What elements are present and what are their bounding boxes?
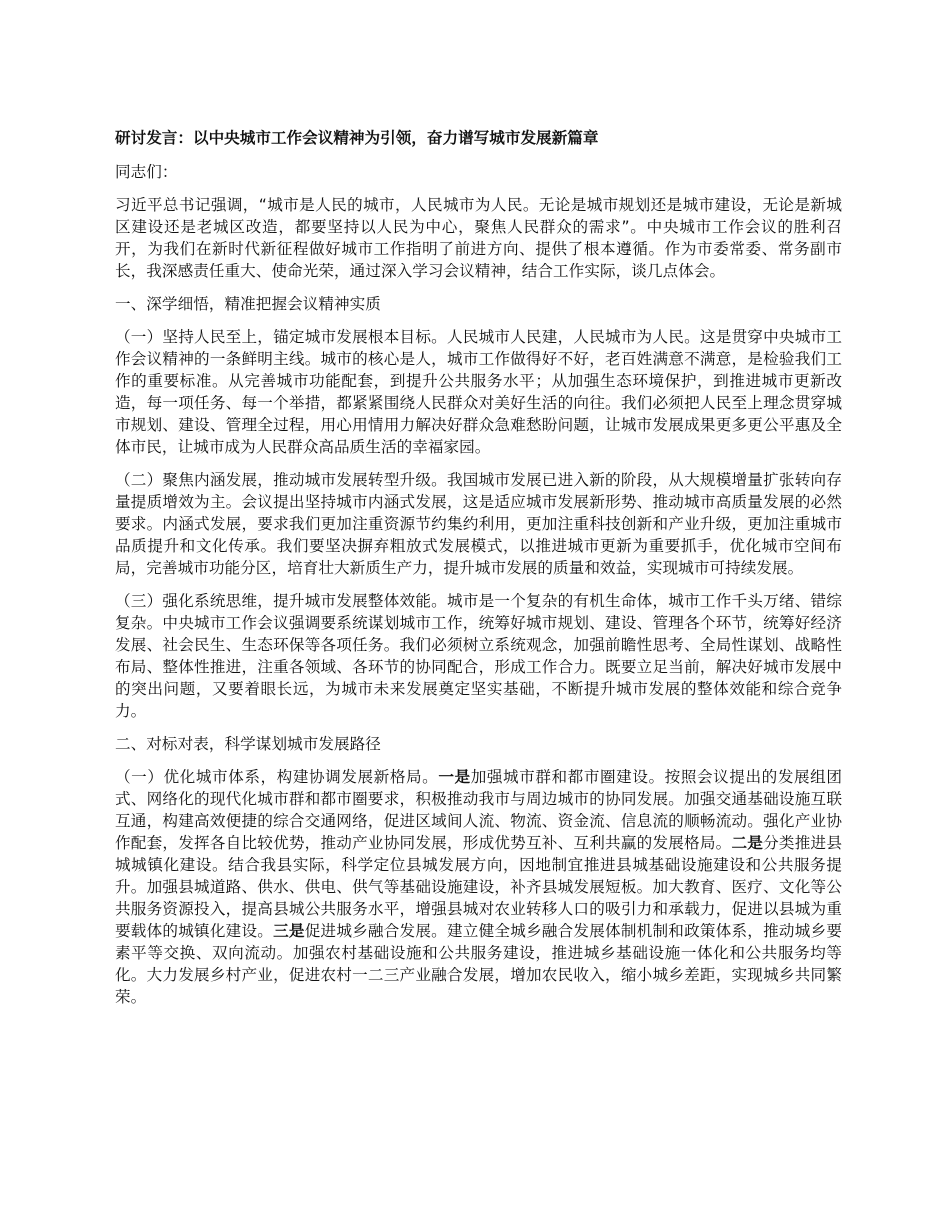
intro-paragraph: 习近平总书记强调，“城市是人民的城市，人民城市为人民。无论是城市规划还是城市建设，无论是新城区建设还是老城区改造，都要坚持以人民为中心，聚焦人民群众的需求”。中央城市工作会议的胜利召开，为我们在新时代新征程做好城市工作指明了前进方向、提供了根本遵循。作为市委常委、常务副市长，我深感责任重大、使命光荣，通过深入学习会议精神，结合工作实际，谈几点体会。	[115, 196, 842, 280]
text-run: 分类推进县城城镇化建设。结合我县实际，科学定位县城发展方向，因地制宜推进县城基础设施建设和公共服务提升。加强县城道路、供水、供电、供气等基础设施建设，补齐县城发展短板。加大教育、医疗、文化等公共服务资源投入，提高县城公共服务水平，增强县城对农业转移人口的吸引力和承载力，促进以县城为重要载体的城镇化建设。	[115, 834, 842, 940]
paragraph: （二）聚焦内涵发展，推动城市发展转型升级。我国城市发展已进入新的阶段，从大规模增量扩张转向存量提质增效为主。会议提出坚持城市内涵式发展，这是适应城市发展新形势、推动城市高质量发展的必然要求。内涵式发展，要求我们更加注重资源节约集约利用，更加注重科技创新和产业升级，更加注重城市品质提升和文化传承。我们要坚决摒弃粗放式发展模式，以推进城市更新为重要抓手，优化城市空间布局，完善城市功能分区，培育壮大新质生产力，提升城市发展的质量和效益，实现城市可持续发展。	[115, 471, 842, 577]
bold-marker: 三是	[273, 922, 305, 940]
paragraph	[115, 766, 842, 1008]
salutation: 同志们：	[115, 163, 178, 181]
text-run: 加强城市群和都市圈建设。按照会议提出的发展组团式、网络化的现代化城市群和都市圈要求，积极推动我市与周边城市的协同发展。加强交通基础设施互联互通，构建高效便捷的综合交通网络，促进区域间人流、物流、资金流、信息流的顺畅流动。强化产业协作配套，发挥各自比较优势，推动产业协同发展，形成优势互补、互利共赢的发展格局。	[115, 768, 842, 852]
text-run: 促进城乡融合发展。建立健全城乡融合发展体制机制和政策体系，推动城乡要素平等交换、双向流动。加强农村基础设施和公共服务建设，推进城乡基础设施一体化和公共服务均等化。大力发展乡村产业，促进农村一二三产业融合发展，增加农民收入，缩小城乡差距，实现城乡共同繁荣。	[115, 922, 842, 1006]
text-run: （一）优化城市体系，构建协调发展新格局。	[115, 768, 439, 786]
bold-marker: 二是	[731, 834, 764, 852]
paragraph: （三）强化系统思维，提升城市发展整体效能。城市是一个复杂的有机生命体，城市工作千头万绪、错综复杂。中央城市工作会议强调要系统谋划城市工作，统筹好城市规划、建设、管理各个环节，统筹好经济发展、社会民生、生态环保等各项任务。我们必须树立系统观念，加强前瞻性思考、全局性谋划、战略性布局、整体性推进，注重各领域、各环节的协同配合，形成工作合力。既要立足当前，解决好城市发展中的突出问题，又要着眼长远，为城市未来发展奠定坚实基础，不断提升城市发展的整体效能和综合竞争力。	[115, 592, 842, 720]
document-body	[115, 127, 842, 1019]
bold-marker: 一是	[438, 768, 471, 786]
paragraph: （一）坚持人民至上，锚定城市发展根本目标。人民城市人民建，人民城市为人民。这是贯穿中央城市工作会议精神的一条鲜明主线。城市的核心是人，城市工作做得好不好，老百姓满意不满意，是检验我们工作的重要标准。从完善城市功能配套，到提升公共服务水平；从加强生态环境保护，到推进城市更新改造，每一项任务、每一个举措，都紧紧围绕人民群众对美好生活的向往。我们必须把人民至上理念贯穿城市规划、建设、管理全过程，用心用情用力解决好群众急难愁盼问题，让城市发展成果更多更公平惠及全体市民，让城市成为人民群众高品质生活的幸福家园。	[115, 328, 842, 456]
section-heading: 二、对标对表，科学谋划城市发展路径	[115, 735, 381, 753]
section-heading: 一、深学细悟，精准把握会议精神实质	[115, 295, 381, 313]
document-title: 研讨发言：以中央城市工作会议精神为引领，奋力谱写城市发展新篇章	[115, 129, 599, 147]
